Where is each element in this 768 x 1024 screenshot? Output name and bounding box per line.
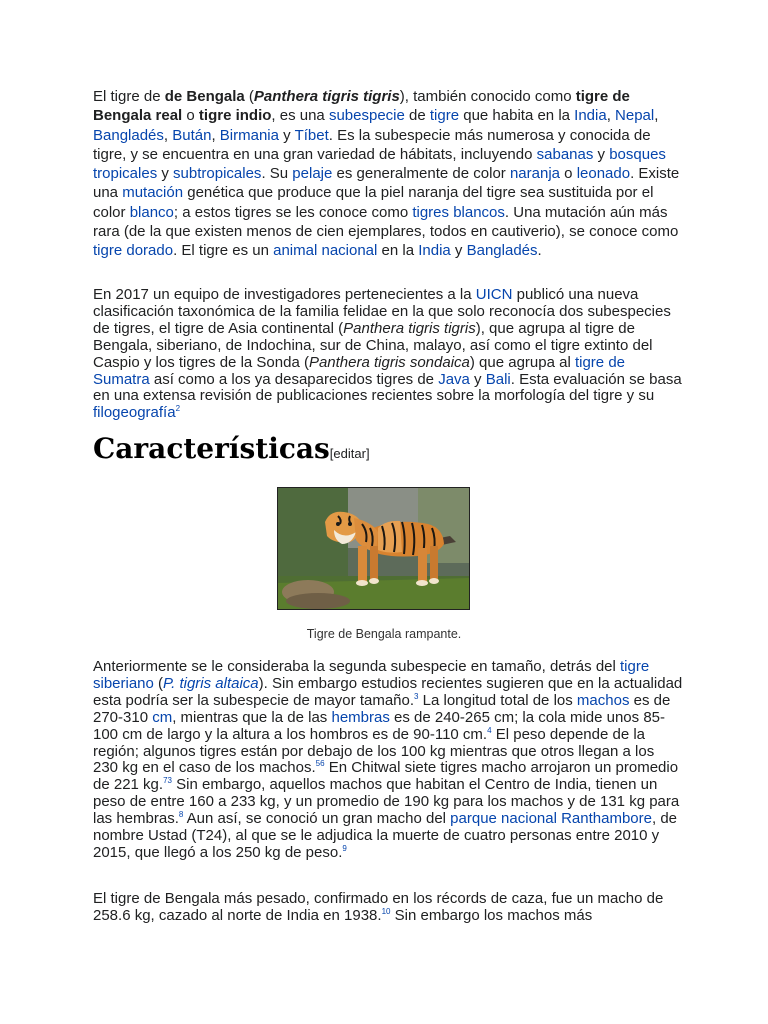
link-butan[interactable]: Bután bbox=[172, 126, 212, 144]
link-banglades[interactable]: Bangladés bbox=[93, 126, 164, 144]
link-tigre-siberiano[interactable]: tigre siberiano bbox=[93, 658, 650, 692]
link-tigre-dorado[interactable]: tigre dorado bbox=[93, 242, 174, 260]
text: o bbox=[182, 107, 199, 125]
text: es de 240-265 cm; la cola mide unos 85-100 cm de largo y la altura a los hombros es de 90-110 cm. bbox=[93, 708, 665, 743]
text: ( bbox=[153, 674, 164, 692]
text: , es una bbox=[271, 107, 329, 125]
text: de bbox=[404, 107, 430, 125]
text: ), que agrupa al tigre de Bengala, siberiano, de Indochina, sur de China, malayo, así como el tigre extinto del Caspio y los tigres de la Sonda ( bbox=[93, 319, 653, 371]
link-machos[interactable]: machos bbox=[576, 691, 630, 709]
reference-superscript[interactable]: 3 bbox=[414, 691, 419, 701]
link-filogeografia[interactable]: filogeografía bbox=[93, 404, 176, 422]
reference-superscript[interactable]: 2 bbox=[175, 404, 181, 414]
text: Aun así, se conoció un gran macho del bbox=[183, 810, 451, 828]
text: es de 270-310 bbox=[93, 691, 671, 726]
text: , de nombre Ustad (T24), al que se le adjudica la muerte de cuatro personas entre 2010 y 2015, que llegó a los 250 kg de peso. bbox=[93, 810, 678, 861]
text: que habita en la bbox=[459, 107, 575, 125]
scientific-name: Panthera tigris tigris bbox=[253, 88, 400, 105]
text: así como a los ya desaparecidos tigres de bbox=[149, 370, 439, 388]
text: . Esta evaluación se basa en una extensa revisión de publicaciones recientes sobre la morfología del tigre y su bbox=[93, 370, 682, 405]
size-paragraph bbox=[93, 659, 683, 862]
link-mutacion[interactable]: mutación bbox=[122, 184, 184, 202]
figure-caption: Tigre de Bengala rampante. bbox=[306, 627, 462, 641]
link-tigre[interactable]: tigre bbox=[429, 107, 460, 125]
section-title: Características bbox=[93, 432, 330, 465]
text: y bbox=[450, 242, 467, 260]
text: ; a estos tigres se les conoce como bbox=[173, 203, 413, 221]
text: ( bbox=[244, 88, 254, 105]
link-blanco[interactable]: blanco bbox=[129, 203, 174, 221]
text: y bbox=[593, 145, 610, 163]
reference-superscript[interactable]: 73 bbox=[163, 776, 172, 786]
link-india[interactable]: India bbox=[418, 242, 451, 260]
text: Anteriormente se le consideraba la segunda subespecie en tamaño, detrás del bbox=[93, 658, 620, 675]
section-heading bbox=[93, 432, 370, 465]
text: . Es la subespecie más numerosa y conocida de tigre, y se encuentra en una gran variedad de hábitats, incluyendo bbox=[93, 126, 651, 163]
text: , mientras que la de las bbox=[172, 708, 332, 726]
reference-superscript[interactable]: 4 bbox=[487, 725, 492, 735]
link-birmania[interactable]: Birmania bbox=[219, 126, 279, 144]
link-subtropicales[interactable]: subtropicales bbox=[173, 165, 262, 183]
text: El tigre de Bengala más pesado, confirmado en los récords de caza, fue un macho de 258.6 kg, cazado al norte de India en 1938. bbox=[93, 890, 664, 924]
text: La longitud total de los bbox=[418, 691, 577, 709]
text: ). Sin embargo estudios recientes sugieren que en la actualidad esta podría ser la subespecie de mayor tamaño. bbox=[93, 674, 683, 709]
link-uicn[interactable]: UICN bbox=[475, 286, 513, 303]
link-bosques-tropicales[interactable]: bosques tropicales bbox=[93, 145, 666, 183]
text: y bbox=[469, 370, 486, 388]
text: genética que produce que la piel naranja del tigre sea sustituida por el color bbox=[93, 184, 654, 221]
taxonomy-paragraph bbox=[93, 287, 683, 422]
link-nepal[interactable]: Nepal bbox=[615, 107, 655, 125]
text: . El tigre es un bbox=[173, 242, 274, 260]
link-sabanas[interactable]: sabanas bbox=[536, 145, 594, 163]
link-india[interactable]: India bbox=[574, 107, 607, 125]
text: es generalmente de color bbox=[332, 165, 510, 183]
scientific-name: Panthera tigris tigris bbox=[343, 319, 476, 337]
text: El tigre de bbox=[93, 88, 165, 105]
bracket: [ bbox=[329, 446, 334, 461]
link-p-tigris-altaica[interactable]: P. tigris altaica bbox=[163, 674, 259, 692]
text: o bbox=[560, 165, 577, 183]
text: El peso depende de la región; algunos tigres están por debajo de los 100 kg mientras que otros llegan a los 230 kg en el caso de los machos. bbox=[93, 725, 655, 777]
link-cm[interactable]: cm bbox=[152, 708, 173, 726]
link-parque-nacional-ranthambore[interactable]: parque nacional Ranthambore bbox=[450, 810, 652, 828]
link-naranja[interactable]: naranja bbox=[509, 165, 560, 183]
text: . Su bbox=[261, 165, 293, 183]
text: ) que agrupa al bbox=[469, 353, 575, 371]
reference-superscript[interactable]: 8 bbox=[178, 810, 184, 820]
link-hembras[interactable]: hembras bbox=[331, 708, 390, 726]
link-leonado[interactable]: leonado bbox=[576, 165, 631, 183]
text: Sin embargo, aquellos machos que habitan el Centro de India, tienen un peso de entre 160 a 233 kg, y un promedio de 190 kg para los machos y de 131 kg para las hembras. bbox=[93, 776, 680, 828]
link-tigre-de-sumatra[interactable]: tigre de Sumatra bbox=[93, 353, 626, 388]
reference-superscript[interactable]: 10 bbox=[381, 906, 391, 916]
text: Sin embargo los machos más bbox=[390, 906, 593, 924]
link-pelaje[interactable]: pelaje bbox=[292, 165, 333, 183]
text: . Existe una bbox=[93, 165, 680, 202]
bold-text: tigre de Bengala real bbox=[93, 88, 630, 125]
tiger-photo[interactable] bbox=[277, 487, 470, 610]
text: y bbox=[278, 126, 295, 144]
reference-superscript[interactable]: 9 bbox=[342, 843, 347, 853]
text: . Una mutación aún más rara (de la que existen menos de cien ejemplares, todos en cautiverio), se conoce como bbox=[93, 203, 679, 241]
text: , bbox=[654, 107, 659, 125]
text: ), también conocido como bbox=[399, 88, 576, 105]
link-tigres-blancos[interactable]: tigres blancos bbox=[412, 203, 505, 221]
text: , bbox=[163, 126, 173, 144]
intro-paragraph bbox=[93, 87, 683, 261]
text: En 2017 un equipo de investigadores pertenecientes a la bbox=[93, 286, 476, 303]
link-subespecie[interactable]: subespecie bbox=[328, 107, 405, 125]
text: . bbox=[537, 242, 542, 260]
link-bali[interactable]: Bali bbox=[485, 370, 511, 388]
reference-superscript[interactable]: 56 bbox=[315, 759, 325, 769]
link-java[interactable]: Java bbox=[438, 370, 470, 388]
link-banglades[interactable]: Bangladés bbox=[466, 242, 538, 260]
text: En Chitwal siete tigres macho arrojaron un promedio de 221 kg. bbox=[93, 759, 679, 794]
edit-link[interactable]: editar bbox=[333, 446, 366, 461]
text: y bbox=[157, 165, 174, 183]
bracket: ] bbox=[365, 446, 370, 461]
scientific-name: Panthera tigris sondaica bbox=[308, 353, 470, 371]
weight-paragraph bbox=[93, 891, 683, 925]
text: publicó una nueva clasificación taxonómica de la familia felidae en la que solo reconocía dos subespecies de tigres, el tigre de Asia continental ( bbox=[93, 286, 671, 337]
text: en la bbox=[377, 242, 419, 260]
text: , bbox=[606, 107, 616, 125]
bold-text: tigre indio bbox=[198, 107, 272, 125]
bold-text: de Bengala bbox=[164, 88, 245, 105]
text: , bbox=[211, 126, 220, 144]
link-animal-nacional[interactable]: animal nacional bbox=[273, 242, 378, 260]
link-tibet[interactable]: Tíbet bbox=[294, 126, 329, 144]
